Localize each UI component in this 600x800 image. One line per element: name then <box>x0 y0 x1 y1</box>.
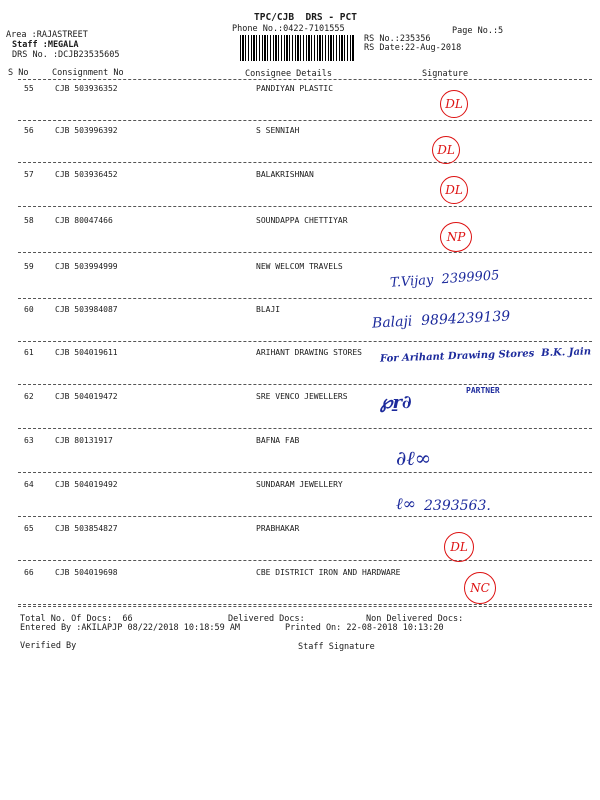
row-consignee: BALAKRISHNAN <box>256 170 314 179</box>
drs-number: DRS No. :DCJB23535605 <box>12 50 120 60</box>
row-sno: 58 <box>24 216 34 225</box>
delivered-stamp-56: DL <box>432 136 460 164</box>
row-consignee: SRE VENCO JEWELLERS <box>256 392 348 401</box>
signature-60: Balaji 9894239139 <box>371 308 511 332</box>
row-consignee: BAFNA FAB <box>256 436 300 445</box>
signature-59: T.Vijay 2399905 <box>389 268 500 291</box>
delivered-stamp-65: DL <box>444 532 474 562</box>
column-header-consignee: Consignee Details <box>245 69 332 79</box>
signature-64-number: 2393563. <box>424 498 491 514</box>
row-consignee: PRABHAKAR <box>256 524 300 533</box>
area-label: Area :RAJASTREET <box>6 30 88 40</box>
document-title: TPC/CJB DRS - PCT <box>254 12 357 23</box>
row-consignment-no: CJB 504019611 <box>55 348 118 357</box>
non-delivered-docs: Non Delivered Docs: <box>366 614 464 624</box>
row-consignment-no: CJB 504019698 <box>55 568 118 577</box>
row-divider <box>18 516 592 517</box>
row-consignment-no: CJB 80047466 <box>55 216 113 225</box>
row-consignee: BLAJI <box>256 305 281 314</box>
row-consignment-no: CJB 504019492 <box>55 480 118 489</box>
row-sno: 64 <box>24 480 34 489</box>
column-header-signature: Signature <box>422 69 469 79</box>
row-divider <box>18 472 592 473</box>
staff-label: Staff :MEGALA <box>12 40 79 50</box>
row-sno: 59 <box>24 262 34 271</box>
row-sno: 65 <box>24 524 34 533</box>
row-sno: 55 <box>24 84 34 93</box>
page-number: Page No.:5 <box>452 26 504 36</box>
rs-number: RS No.:235356 <box>364 34 431 44</box>
row-consignment-no: CJB 504019472 <box>55 392 118 401</box>
delivered-docs: Delivered Docs: <box>228 614 305 624</box>
not-collected-stamp-66: NC <box>464 572 496 604</box>
row-consignment-no: CJB 503994999 <box>55 262 118 271</box>
row-consignee: SUNDARAM JEWELLERY <box>256 480 343 489</box>
delivered-stamp-55: DL <box>440 90 468 118</box>
row-divider <box>18 384 592 385</box>
entered-by: Entered By :AKILAPJP 08/22/2018 10:18:59 AM <box>20 623 241 633</box>
total-docs: Total No. Of Docs: 66 <box>20 614 133 624</box>
column-header-consignment: Consignment No <box>52 68 124 78</box>
row-sno: 62 <box>24 392 34 401</box>
signature-64-scribble: ℓ∞ <box>396 494 416 513</box>
header-divider <box>18 79 592 80</box>
row-consignment-no: CJB 503854827 <box>55 524 118 533</box>
row-sno: 66 <box>24 568 34 577</box>
delivered-stamp-57: DL <box>440 176 468 204</box>
signature-63: ∂ℓ∞ <box>396 446 432 470</box>
row-sno: 57 <box>24 170 34 179</box>
not-present-stamp-58: NP <box>440 222 472 252</box>
verified-by: Verified By <box>20 641 77 651</box>
row-consignee: S SENNIAH <box>256 126 300 135</box>
row-consignment-no: CJB 503936452 <box>55 170 118 179</box>
row-sno: 63 <box>24 436 34 445</box>
barcode <box>240 35 355 61</box>
row-consignment-no: CJB 503984087 <box>55 305 118 314</box>
printed-on: Printed On: 22-08-2018 10:13:20 <box>285 623 444 633</box>
row-consignee: NEW WELCOM TRAVELS <box>256 262 343 271</box>
staff-signature: Staff Signature <box>298 642 375 652</box>
row-divider <box>18 560 592 561</box>
row-consignee: SOUNDAPPA CHETTIYAR <box>256 216 348 225</box>
row-sno: 56 <box>24 126 34 135</box>
rs-date: RS Date:22-Aug-2018 <box>364 43 462 53</box>
signature-62-partner: PARTNER <box>466 386 500 395</box>
row-consignee: ARIHANT DRAWING STORES <box>256 348 362 357</box>
signature-61: For Arihant Drawing Stores B.K. Jain <box>379 346 592 365</box>
row-divider <box>18 206 592 207</box>
row-divider <box>18 298 592 299</box>
column-header-sno: S No <box>8 68 29 78</box>
row-divider <box>18 120 592 121</box>
row-consignee: CBE DISTRICT IRON AND HARDWARE <box>256 568 401 577</box>
row-consignment-no: CJB 503936352 <box>55 84 118 93</box>
row-divider <box>18 604 592 605</box>
row-consignment-no: CJB 503996392 <box>55 126 118 135</box>
row-divider <box>18 252 592 253</box>
phone-number: Phone No.:0422-7101555 <box>232 24 345 34</box>
row-sno: 61 <box>24 348 34 357</box>
row-consignee: PANDIYAN PLASTIC <box>256 84 334 93</box>
signature-62-scribble: ℘ṟ∂ <box>380 392 412 413</box>
row-divider <box>18 341 592 342</box>
footer-divider <box>18 606 592 607</box>
row-divider <box>18 162 592 163</box>
row-sno: 60 <box>24 305 34 314</box>
row-consignment-no: CJB 80131917 <box>55 436 113 445</box>
row-divider <box>18 428 592 429</box>
